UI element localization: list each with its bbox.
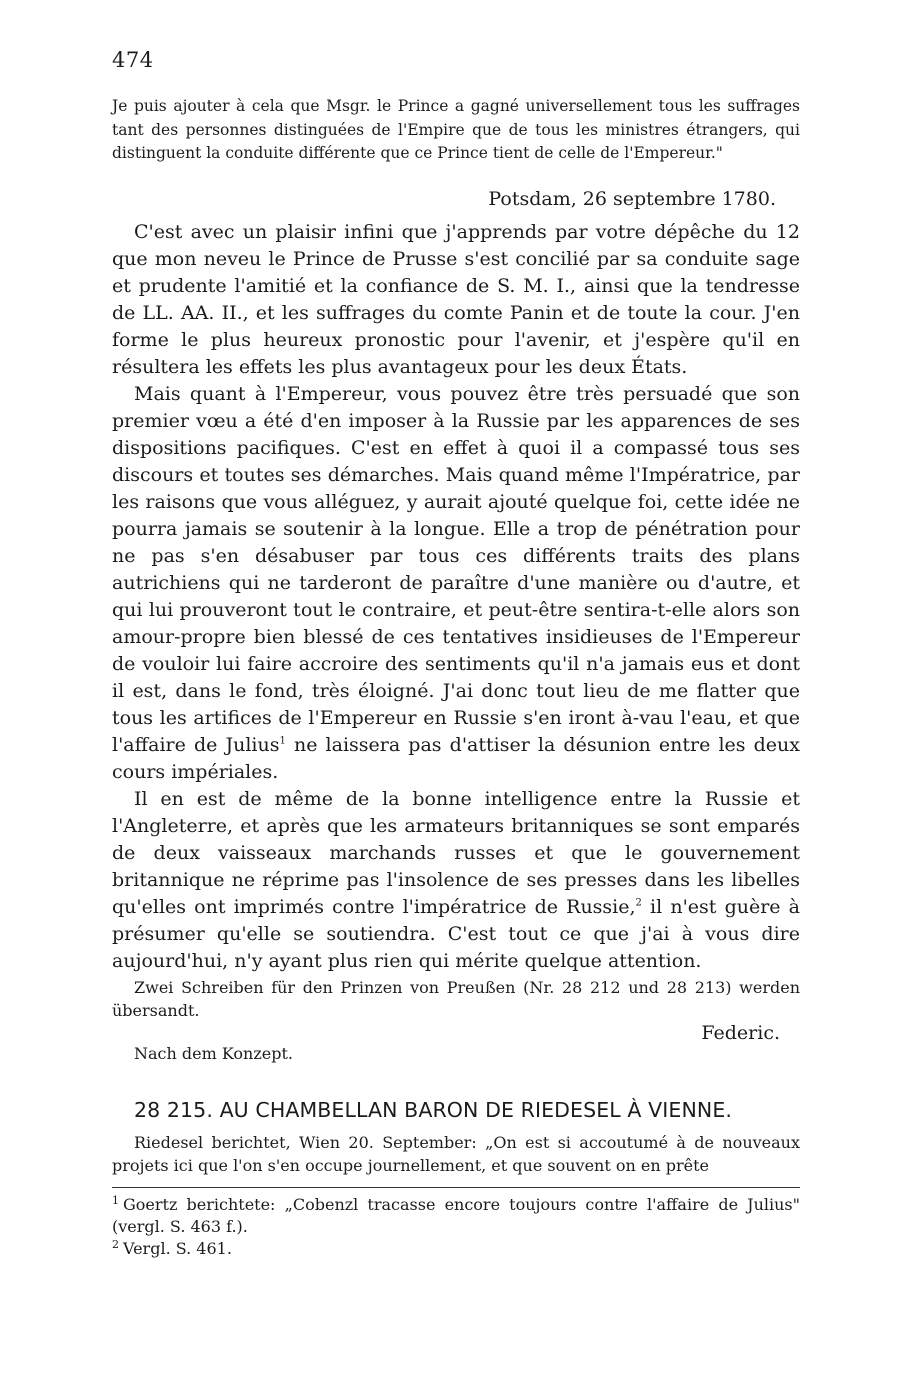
footnote-1-mark: 1 (112, 1193, 119, 1207)
footnote-rule (112, 1187, 800, 1188)
footnote-1 (112, 1194, 800, 1238)
page-number: 474 (112, 48, 154, 72)
signature: Federic. (701, 1022, 780, 1044)
section-intro: Riedesel berichtet, Wien 20. September: „On est si accoutumé à de nouveaux projets ici que l'on s'en occupe journellement, et que souvent on en prête (112, 1133, 800, 1175)
footnote-2-text: Vergl. S. 461. (123, 1239, 232, 1258)
paragraph-3 (112, 786, 800, 975)
footnote-2-mark: 2 (112, 1237, 119, 1251)
paragraph-2-text-b: ne laissera pas d'attiser la désunion entre les deux cours impériales. (112, 734, 800, 783)
footnote-ref-1: 1 (279, 735, 286, 747)
footnote-2 (112, 1238, 800, 1260)
enclosure-note: Zwei Schreiben für den Prinzen von Preußen (Nr. 28 212 und 28 213) werden übersandt. (112, 978, 800, 1020)
section-heading: 28 215. AU CHAMBELLAN BARON DE RIEDESEL À VIENNE. (134, 1098, 733, 1122)
source-note: Nach dem Konzept. (134, 1044, 293, 1063)
footnote-1-text: Goertz berichtete: „Cobenzl tracasse encore toujours contre l'affaire de Julius" (vergl. S. 463 f.). (112, 1195, 800, 1236)
paragraph-1: C'est avec un plaisir infini que j'apprends par votre dépêche du 12 que mon neveu le Prince de Prusse s'est concilié par sa conduite sage et prudente l'amitié et la confiance de S. M. I., ainsi que la tendresse de LL. AA. II., et les suffrages du comte Panin et de toute la cour. J'en forme le plus heureux pronostic pour l'avenir, et j'espère qu'il en résultera les effets les plus avantageux pour les deux États. (112, 221, 800, 378)
letter-body (112, 219, 800, 975)
paragraph-3-text-a: Il en est de même de la bonne intelligence entre la Russie et l'Angleterre, et après que les armateurs britanniques se sont emparés de deux vaisseaux marchands russes et que le gouvernement britannique ne réprime pas l'insolence de ses presses dans les libelles qu'elles ont imprimés contre l'impératrice de Russie, (112, 788, 800, 918)
dateline: Potsdam, 26 septembre 1780. (488, 188, 776, 210)
footnotes (112, 1194, 800, 1260)
paragraph-2-text-a: Mais quant à l'Empereur, vous pouvez être très persuadé que son premier vœu a été d'en imposer à la Russie par les apparences de ses dispositions pacifiques. C'est en effet à quoi il a compassé tous ses discours et toutes ses démarches. Mais quand même l'Impératrice, par les raisons que vous alléguez, y aurait ajouté quelque foi, cette idée ne pourra jamais se soutenir à la longue. Elle a trop de pénétration pour ne pas s'en désabuser par tous ces différents traits des plans autrichiens qui ne tarderont de paraître d'une manière ou d'autre, et qui lui prouveront tout le contraire, et peut-être sentira-t-elle alors son amour-propre bien blessé de ces tentatives insidieuses de l'Empereur de vouloir lui faire accroire des sentiments qu'il n'a jamais eus et dont il est, dans le fond, très éloigné. J'ai donc tout lieu de me flatter que tous les artifices de l'Empereur en Russie s'en iront à-vau l'eau, et que l'affaire de Julius (112, 383, 800, 756)
footnote-ref-2: 2 (635, 897, 642, 909)
paragraph-2 (112, 381, 800, 786)
intro-quote-text: Je puis ajouter à cela que Msgr. le Prince a gagné universellement tous les suffrages tant des personnes distinguées de l'Empire que de tous les ministres étrangers, qui distinguent la conduite différente que ce Prince tient de celle de l'Empereur." (112, 97, 800, 162)
intro-quote (112, 95, 800, 166)
paragraph-3-text-b: il n'est guère à présumer qu'elle se soutiendra. C'est tout ce que j'ai à vous dire aujourd'hui, n'y ayant plus rien qui mérite quelque attention. (112, 896, 801, 972)
